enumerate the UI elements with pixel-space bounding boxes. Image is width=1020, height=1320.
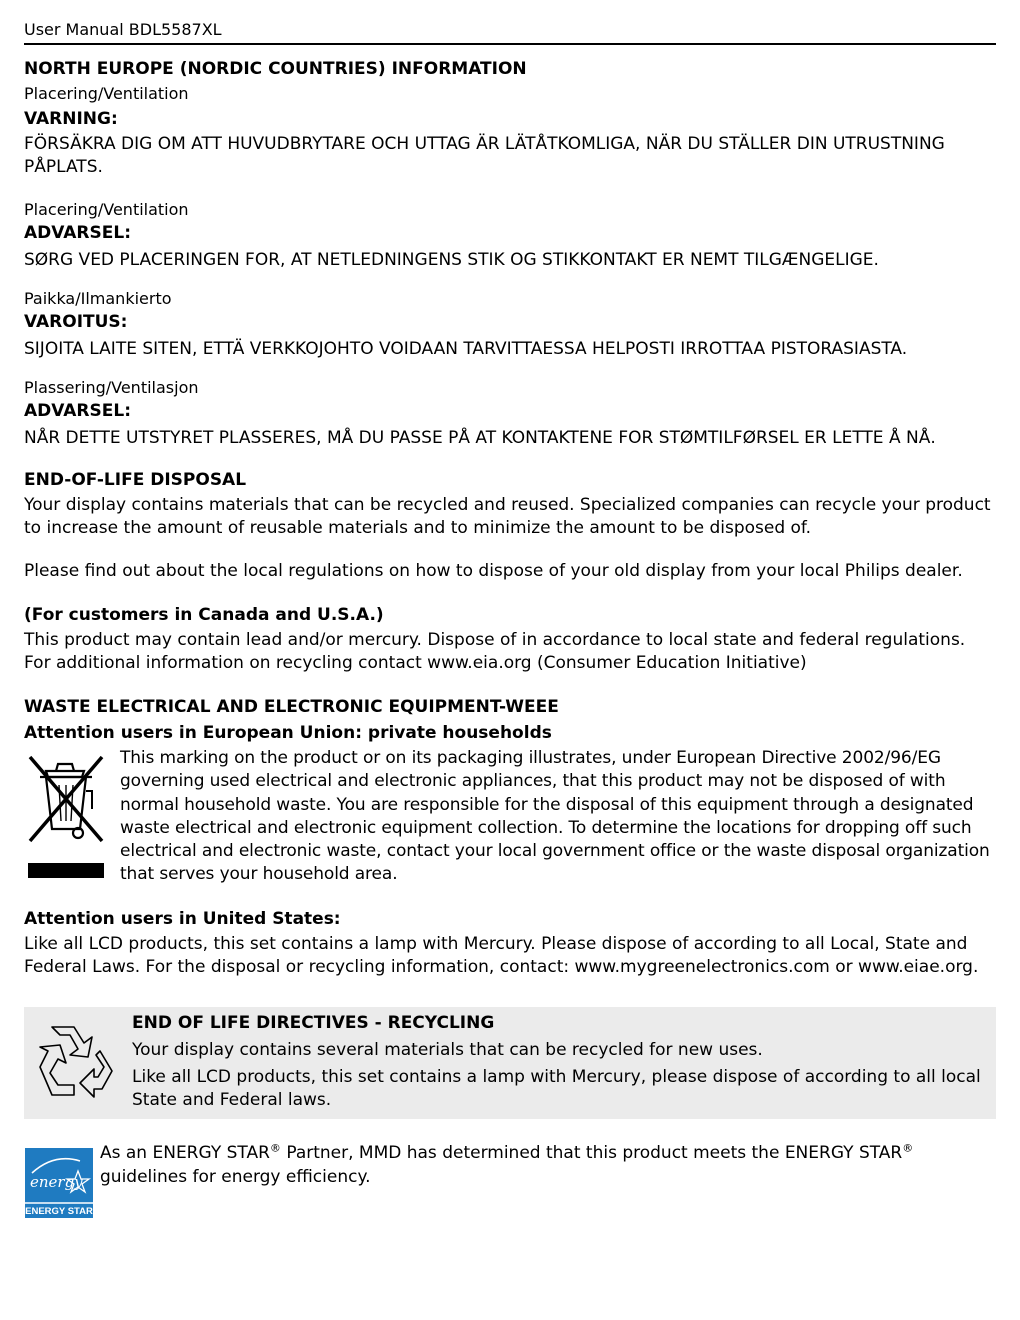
nordic-text: SØRG VED PLACERINGEN FOR, AT NETLEDNINGENS STIK OG STIKKONTAKT ER NEMT TILGÆNGELIGE.	[24, 250, 879, 270]
nordic-text: NÅR DETTE UTSTYRET PLASSERES, MÅ DU PASSE PÅ AT KONTAKTENE FOR STØMTILFØRSEL ER LETTE Å NÅ.	[24, 428, 936, 448]
us-paragraph: Like all LCD products, this set contains a lamp with Mercury. Please dispose of according to all Local, State and Federal Laws. For the disposal or recycling information, contact: www.mygreenelectronics.com or www.eiae.org.	[24, 934, 979, 977]
energy-text-2: Partner, MMD has determined that this product meets the ENERGY STAR	[280, 1143, 903, 1163]
energy-star-row	[24, 1141, 996, 1223]
crossed-bin-icon	[26, 751, 112, 889]
recycling-text	[132, 1007, 996, 1112]
nordic-block-da	[24, 199, 996, 272]
canada-heading: (For customers in Canada and U.S.A.)	[24, 605, 384, 625]
eol-section	[24, 468, 996, 675]
page	[24, 0, 996, 1223]
energy-logo-label: ENERGY STAR	[25, 1206, 93, 1217]
nordic-label: ADVARSEL:	[24, 401, 132, 421]
energy-text-3: guidelines for energy efficiency.	[100, 1167, 371, 1187]
nordic-text: FÖRSÄKRA DIG OM ATT HUVUDBRYTARE OCH UTTAG ÄR LÄTÅTKOMLIGA, NÄR DU STÄLLER DIN UTRUSTNING PÅPLATS.	[24, 134, 945, 177]
nordic-heading: NORTH EUROPE (NORDIC COUNTRIES) INFORMATION	[24, 59, 527, 79]
nordic-sub: Placering/Ventilation	[24, 84, 189, 103]
energy-star-paragraph	[100, 1141, 996, 1189]
canada-paragraph: This product may contain lead and/or mercury. Dispose of in accordance to local state and federal regulations. For additional information on recycling contact www.eia.org (Consumer Education Initiative)	[24, 630, 966, 673]
recycling-paragraph-2: Like all LCD products, this set contains a lamp with Mercury, please dispose of according to all local State and Federal laws.	[132, 1067, 981, 1110]
eol-paragraph-1: Your display contains materials that can be recycled and reused. Specialized companies can recycle your product to increase the amount of reusable materials and to minimize the amount to be disposed of.	[24, 495, 991, 538]
us-heading: Attention users in United States:	[24, 909, 341, 929]
energy-logo-script: energy	[30, 1173, 83, 1191]
nordic-sub: Paikka/Ilmankierto	[24, 289, 172, 308]
weee-section	[24, 695, 996, 979]
eu-paragraph: This marking on the product or on its packaging illustrates, under European Directive 2002/96/EG governing used electrical and electronic appliances, that this product may not be disposed of with normal household waste. You are responsible for the disposal of this equipment through a designated waste electrical and electronic equipment collection. To determine the locations for dropping off such electrical and electronic waste, contact your local government office or the waste disposal organization that serves your household area.	[120, 748, 990, 885]
weee-heading: WASTE ELECTRICAL AND ELECTRONIC EQUIPMENT-WEEE	[24, 697, 559, 717]
nordic-section	[24, 57, 996, 450]
registered-mark: ®	[902, 1141, 914, 1155]
nordic-sub: Placering/Ventilation	[24, 200, 189, 219]
nordic-text: SIJOITA LAITE SITEN, ETTÄ VERKKOJOHTO VOIDAAN TARVITTAESSA HELPOSTI IRROTTAA PISTORASIASTA.	[24, 339, 908, 359]
header-title: User Manual BDL5587XL	[24, 20, 222, 39]
nordic-block-sv	[24, 83, 996, 179]
page-header	[24, 0, 996, 45]
nordic-label: ADVARSEL:	[24, 223, 132, 243]
registered-mark: ®	[269, 1141, 281, 1155]
nordic-block-fi	[24, 288, 996, 361]
eol-paragraph-2: Please find out about the local regulations on how to dispose of your old display from your local Philips dealer.	[24, 561, 963, 581]
recycling-heading: END OF LIFE DIRECTIVES - RECYCLING	[132, 1013, 495, 1033]
recycle-icon	[34, 1021, 124, 1105]
energy-text-1: As an ENERGY STAR	[100, 1143, 270, 1163]
nordic-label: VARNING:	[24, 109, 118, 129]
recycling-paragraph-1: Your display contains several materials that can be recycled for new uses.	[132, 1040, 763, 1060]
eu-heading: Attention users in European Union: private households	[24, 723, 552, 743]
energy-star-logo	[24, 1147, 94, 1223]
nordic-block-no	[24, 377, 996, 450]
recycling-box	[24, 1007, 996, 1119]
weee-eu-row	[24, 747, 996, 889]
eol-heading: END-OF-LIFE DISPOSAL	[24, 470, 247, 490]
nordic-label: VAROITUS:	[24, 312, 128, 332]
nordic-sub: Plassering/Ventilasjon	[24, 378, 199, 397]
